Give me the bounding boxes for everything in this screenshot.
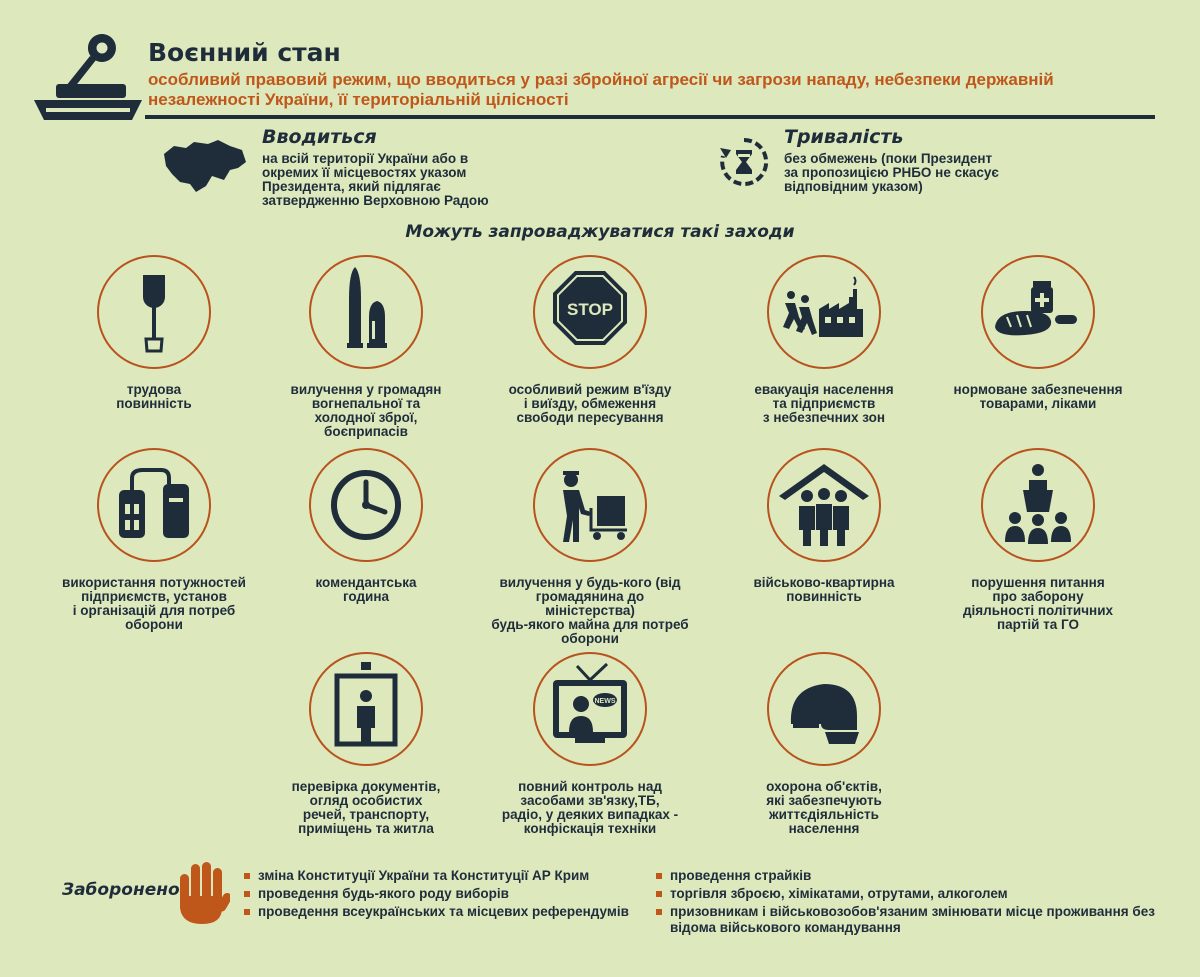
measure-circle [533,255,647,369]
page-subtitle: особливий правовий режим, що вводиться у разі збройної агресії чи загрози нападу, небезпеки державній незалежності України, її територіальній цілісності [148,70,1054,109]
measure-circle [533,652,647,766]
military-quartering-icon [769,450,879,560]
measure-label: перевірка документів, огляд особистих речей, транспорту, приміщень та житла [291,779,441,836]
measure-circle [981,448,1095,562]
forbidden-list-left [244,868,629,922]
tv-news-icon [535,654,645,764]
industry-tanks-icon [99,450,209,560]
forbidden-list-right [656,868,1166,938]
measures-heading: Можуть запроваджуватися такі заходи [405,222,795,242]
measure-circle [309,652,423,766]
measure-label: трудова повинність [116,382,192,411]
shovel-icon [99,257,209,367]
list-item: зміна Конституції України та Конституції АР Крим [244,868,629,884]
helmet-icon [769,654,879,764]
measure-label: військово-квартирна повинність [753,575,895,604]
measure-label: порушення питання про заборону діяльності політичних партій та ГО [962,575,1114,632]
measure-label: особливий режим в'їзду і виїзду, обмеження свободи пересування [508,382,672,425]
measure-property-seizure [490,448,690,646]
measure-evacuation [724,255,924,425]
measure-label: використання потужностей підприємств, установ і організацій для потреб оборони [62,575,246,632]
measure-circle [767,652,881,766]
stop-sign-icon [535,257,645,367]
ammunition-icon [311,257,421,367]
security-check-icon [311,654,421,764]
measure-enterprise-use [54,448,254,632]
tank-map-pin-icon [28,28,148,123]
stop-hand-icon [174,860,230,926]
clock-icon [311,450,421,560]
measure-label: нормоване забезпечення товарами, ліками [953,382,1123,411]
measure-circle [97,255,211,369]
measure-labor-duty [54,255,254,411]
list-item: проведення всеукраїнських та місцевих референдумів [244,904,629,920]
measure-label: вилучення у громадян вогнепальної та холодної зброї, боєприпасів [290,382,442,439]
measure-circle [981,255,1095,369]
svg-text:NEWS: NEWS [594,698,616,705]
measure-curfew [266,448,466,604]
duration-text: без обмежень (поки Президент за пропозицією РНБО не скасує відповідним указом) [784,151,999,194]
duration-heading: Тривалість [784,126,904,148]
measure-circle [309,255,423,369]
measure-movement-restriction [490,255,690,425]
measure-circle [97,448,211,562]
measure-circle [767,448,881,562]
political-speaker-icon [983,450,1093,560]
hourglass-cycle-icon [716,134,772,190]
svg-text:STOP: STOP [567,300,613,319]
rationing-icon [983,257,1093,367]
measure-label: повний контроль над засобами зв'язку,ТБ, радіо, у деяких випадках - конфіскація техніки [501,779,679,836]
forbidden-heading: Заборонено [62,880,180,900]
list-item: проведення будь-якого роду виборів [244,886,629,902]
list-item: торгівля зброєю, хімікатами, отрутами, алкоголем [656,886,1166,902]
measure-label: комендантська година [315,575,417,604]
measure-circle [309,448,423,562]
measure-label: евакуація населення та підприємств з небезпечних зон [754,382,894,425]
measure-circle [533,448,647,562]
measure-rationing [938,255,1138,411]
header-divider [145,115,1155,119]
ukraine-map-icon [160,136,250,196]
measure-media-control [490,652,690,836]
measure-label: вилучення у будь-кого (від громадянина до міністерства) будь-якого майна для потреб оборони [491,575,689,646]
list-item: призовникам і військовозобов'язаним змінювати місце проживання без відома військового командування [656,904,1166,936]
list-item: проведення страйків [656,868,1166,884]
page-title: Воєнний стан [148,38,341,67]
measure-weapon-seizure [266,255,466,439]
introduced-heading: Вводиться [262,126,377,148]
seizure-cart-icon [535,450,645,560]
evacuation-icon [769,257,879,367]
measure-document-checks [266,652,466,836]
measure-military-quartering [724,448,924,604]
introduced-text: на всій території України або в окремих її місцевостях указом Президента, який підлягає затвердженню Верховною Радою [262,151,489,208]
measure-label: охорона об'єктів, які забезпечують життєдіяльність населення [766,779,882,836]
measure-circle [767,255,881,369]
measure-object-protection [724,652,924,836]
measure-party-ban [938,448,1138,632]
